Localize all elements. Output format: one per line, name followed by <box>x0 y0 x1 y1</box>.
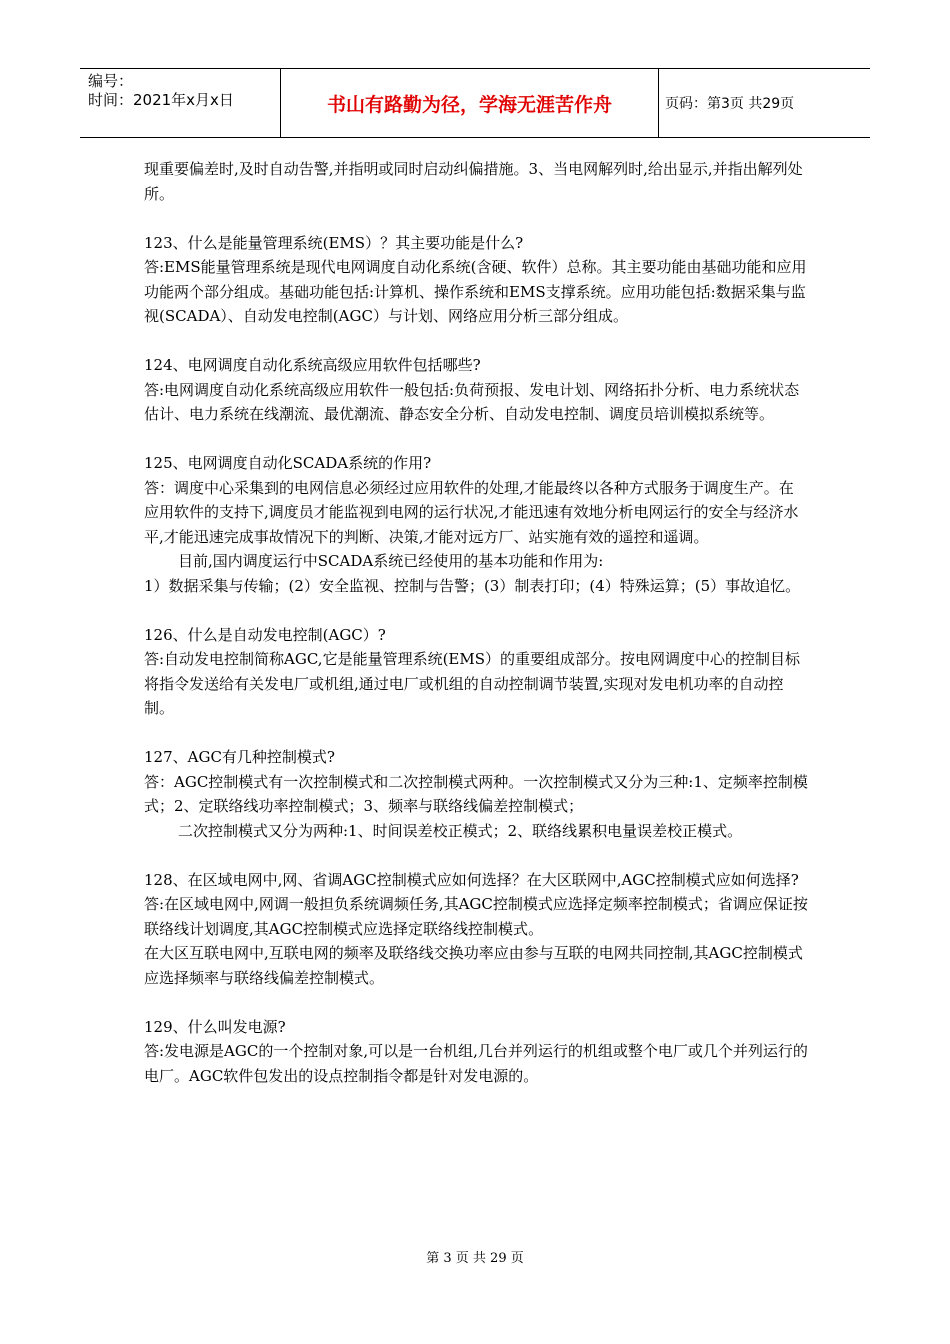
question-heading: 127、AGC有几种控制模式? <box>144 748 335 766</box>
document-number-label: 编号： <box>88 72 134 90</box>
header-page-info: 页码：第3页 共29页 <box>665 96 795 112</box>
question-heading: 124、电网调度自动化系统高级应用软件包括哪些? <box>144 356 481 374</box>
question-heading: 125、电网调度自动化SCADA系统的作用? <box>144 454 432 472</box>
paragraph: 现重要偏差时,及时自动告警,并指明或同时启动纠偏措施。3、当电网解列时,给出显示,并指出解列处所。 <box>144 160 803 203</box>
answer-paragraph: 目前,国内调度运行中SCADA系统已经使用的基本功能和作用为: <box>178 552 604 570</box>
question-heading: 126、什么是自动发电控制(AGC）? <box>144 625 386 644</box>
question-heading: 129、什么叫发电源? <box>144 1017 286 1036</box>
document-time-label: 时间：2021年x月x日 <box>88 91 234 109</box>
page-header <box>80 68 870 138</box>
answer-paragraph: 答:在区域电网中,网调一般担负系统调频任务,其AGC控制模式应选择定频率控制模式；省调应保证按联络线计划调度,其AGC控制模式应选择定联络线控制模式。 <box>144 895 808 938</box>
answer-paragraph: 在大区互联电网中,互联电网的频率及联络线交换功率应由参与互联的电网共同控制,其AGC控制模式应选择频率与联络线偏差控制模式。 <box>144 944 803 987</box>
answer-paragraph: 答:发电源是AGC的一个控制对象,可以是一台机组,几台并列运行的机组或整个电厂或几个并列运行的电厂。AGC软件包发出的设点控制指令都是针对发电源的。 <box>144 1042 808 1085</box>
header-meta <box>80 69 280 137</box>
answer-paragraph: 答:自动发电控制简称AGC,它是能量管理系统(EMS）的重要组成部分。按电网调度中心的控制目标将指令发送给有关发电厂或机组,通过电厂或机组的自动控制调节装置,实现对发电机功率的自动控制。 <box>144 650 801 717</box>
question-heading: 128、在区域电网中,网、省调AGC控制模式应如何选择？在大区联网中,AGC控制模式应如何选择? <box>144 870 799 889</box>
page-footer: 第 3 页 共 29 页 <box>426 1251 524 1266</box>
header-motto: 书山有路勤为径，学海无涯苦作舟 <box>280 69 659 137</box>
answer-paragraph: 答：调度中心采集到的电网信息必须经过应用软件的处理,才能最终以各种方式服务于调度生产。在应用软件的支持下,调度员才能监视到电网的运行状况,才能迅速有效地分析电网运行的安全与经济水平,才能迅速完成事故情况下的判断、决策,才能对远方厂、站实施有效的遥控和遥调。 <box>144 478 799 546</box>
document-body <box>144 157 808 1088</box>
answer-paragraph: 1）数据采集与传输；(2）安全监视、控制与告警；(3）制表打印；(4）特殊运算；(5）事故追忆。 <box>144 576 801 595</box>
answer-paragraph: 二次控制模式又分为两种:1、时间误差校正模式；2、联络线累积电量误差校正模式。 <box>178 821 743 840</box>
answer-paragraph: 答：AGC控制模式有一次控制模式和二次控制模式两种。一次控制模式又分为三种:1、定频率控制模式；2、定联络线功率控制模式；3、频率与联络线偏差控制模式； <box>144 772 808 815</box>
answer-paragraph: 答:电网调度自动化系统高级应用软件一般包括:负荷预报、发电计划、网络拓扑分析、电力系统状态估计、电力系统在线潮流、最优潮流、静态安全分析、自动发电控制、调度员培训模拟系统等。 <box>144 380 800 423</box>
answer-paragraph: 答:EMS能量管理系统是现代电网调度自动化系统(含硬、软件）总称。其主要功能由基础功能和应用功能两个部分组成。基础功能包括:计算机、操作系统和EMS支撑系统。应用功能包括:数据采集与监视(SCADA）、自动发电控制(AGC）与计划、网络应用分析三部分组成。 <box>144 258 807 325</box>
question-heading: 123、什么是能量管理系统(EMS）？其主要功能是什么? <box>144 233 524 252</box>
